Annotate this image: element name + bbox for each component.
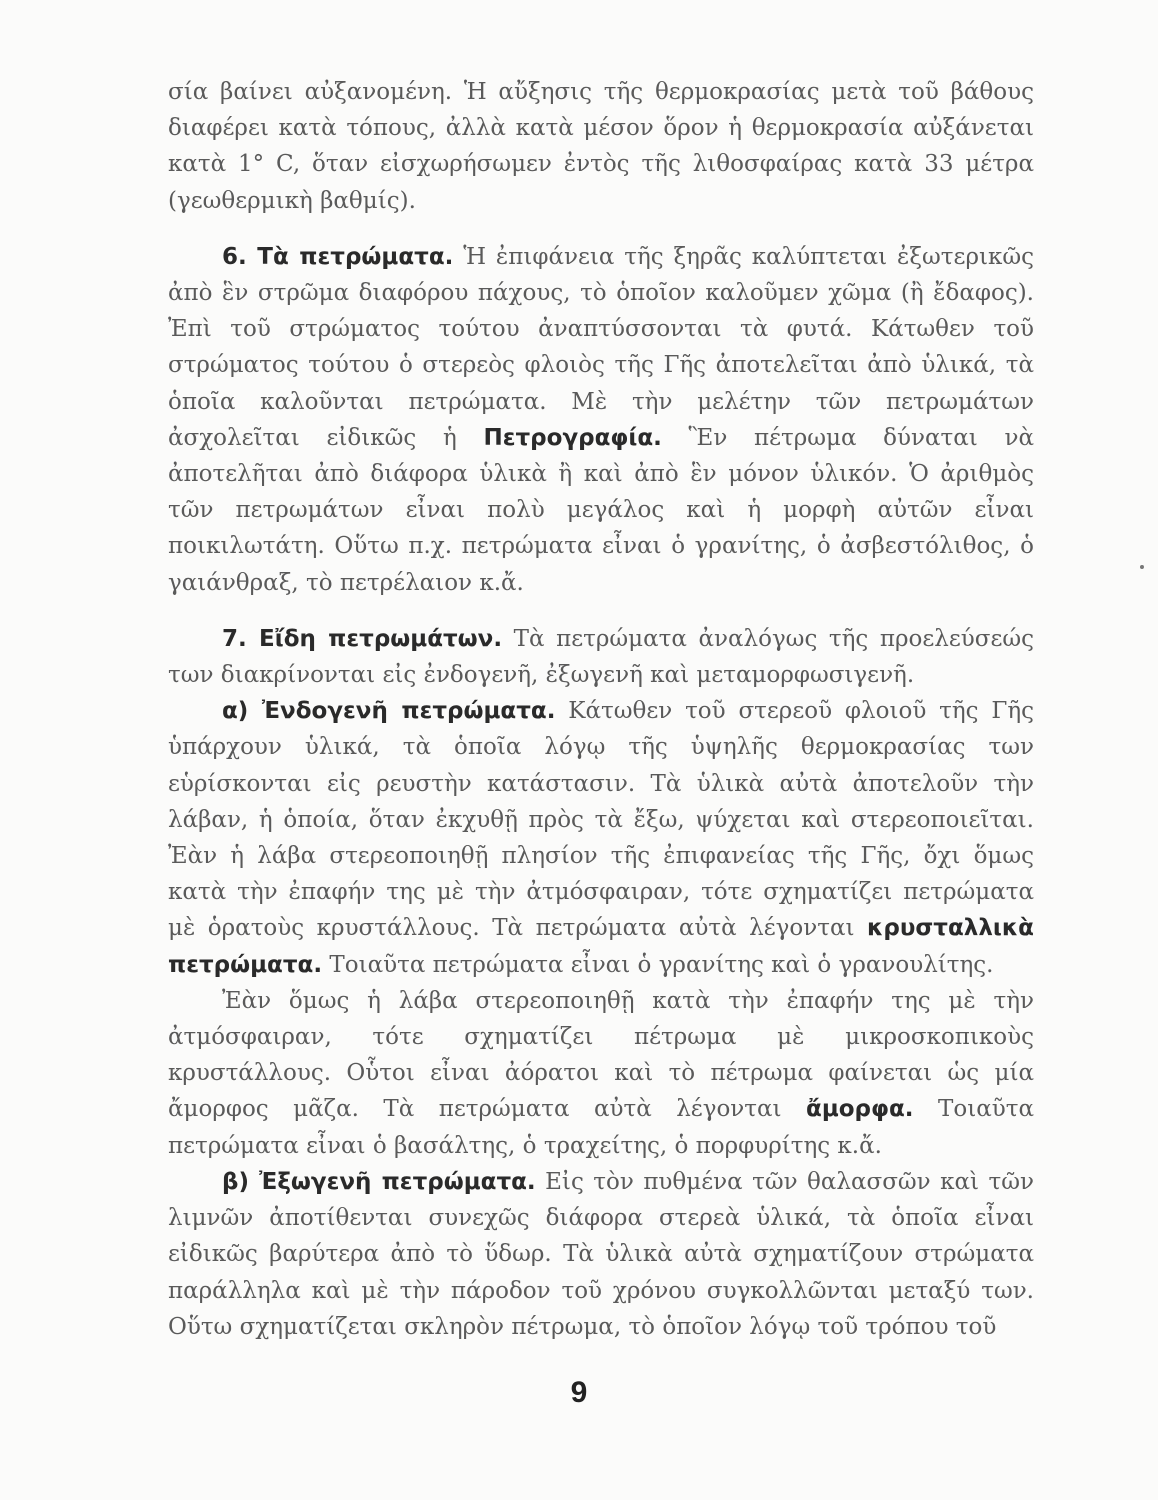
section-6-heading: 6. Τὰ πετρώματα. — [222, 243, 454, 270]
subsection-b: β) Ἐξωγενῆ πετρώματα. Εἰς τὸν πυθμένα τῶν θαλασσῶν καὶ τῶν λιμνῶν ἀποτίθενται συνεχῶς διάφορα στερεὰ ὑλικά, τὰ ὁποῖα εἶναι εἰδικῶς βαρύτερα ἀπὸ τὸ ὕδωρ. Τὰ ὑλικὰ αὐτὰ σχηματίζουν στρώματα παράλληλα καὶ μὲ τὴν πάροδον τοῦ χρόνου συγκολλῶνται μεταξύ των. Οὕτω σχηματίζεται σκληρὸν πέτρωμα, τὸ ὁποῖον λόγῳ τοῦ τρόπου τοῦ — [168, 1168, 1034, 1340]
term-crystalline: κρυσταλλικὰ πετρώματα. — [168, 915, 1034, 978]
section-6: 6. Τὰ πετρώματα. Ἡ ἐπιφάνεια τῆς ξηρᾶς καλύπτεται ἐξωτερικῶς ἀπὸ ἓν στρῶμα διαφόρου πάχους, τὸ ὁποῖον καλοῦμεν χῶμα (ἢ ἔδαφος). Ἐπὶ τοῦ στρώματος τούτου ἀναπτύσσονται τὰ φυτά. Κάτωθεν τοῦ στρώματος τούτου ὁ στερεὸς φλοιὸς τῆς Γῆς ἀποτελεῖται ἀπὸ ὑλικά, τὰ ὁποῖα καλοῦνται πετρώματα. Μὲ τὴν μελέτην τῶν πετρωμάτων ἀσχολεῖται εἰδικῶς ἡ Πετρογραφία. Ἓν πέτρωμα δύναται νὰ ἀποτελῆται ἀπὸ διάφορα ὑλικὰ ἢ καὶ ἀπὸ ἓν μόνον ὑλικόν. Ὁ ἀριθμὸς τῶν πετρωμάτων εἶναι πολὺ μεγάλος καὶ ἡ μορφὴ αὐτῶν εἶναι ποικιλωτάτη. Οὕτω π.χ. πετρώματα εἶναι ὁ γρανίτης, ὁ ἀσβεστόλιθος, ὁ γαιάνθραξ, τὸ πετρέλαιον κ.ἄ. — [168, 243, 1034, 596]
paragraph-amorphous: Ἐὰν ὅμως ἡ λάβα στερεοποιηθῇ κατὰ τὴν ἐπαφήν της μὲ τὴν ἀτμόσφαιραν, τότε σχηματίζει πέτρωμα μὲ μικροσκοπικοὺς κρυστάλλους. Οὗτοι εἶναι ἀόρατοι καὶ τὸ πέτρωμα φαίνεται ὡς μία ἄμορφος μᾶζα. Τὰ πετρώματα αὐτὰ λέγονται ἄμορφα. Τοιαῦτα πετρώματα εἶναι ὁ βασάλτης, ὁ τραχείτης, ὁ πορφυρίτης κ.ἄ. — [168, 987, 1034, 1159]
margin-speck — [1140, 565, 1144, 569]
subsection-a-heading: α) Ἐνδογενῆ πετρώματα. — [222, 698, 556, 725]
body-text — [168, 74, 1034, 1345]
subsection-b-heading: β) Ἐξωγενῆ πετρώματα. — [222, 1168, 536, 1195]
section-7-heading: 7. Εἴδη πετρωμάτων. — [222, 625, 503, 652]
page-number: 9 — [570, 1376, 588, 1409]
paragraph-geothermal: σία βαίνει αὐξανομένη. Ἡ αὔξησις τῆς θερμοκρασίας μετὰ τοῦ βάθους διαφέρει κατὰ τόπους, ἀλλὰ κατὰ μέσον ὅρον ἡ θερμοκρασία αὐξάνεται κατὰ 1° C, ὅταν εἰσχωρήσωμεν ἐντὸς τῆς λιθοσφαίρας κατὰ 33 μέτρα (γεωθερμικὴ βαθμίς). — [168, 79, 1034, 214]
section-7: 7. Εἴδη πετρωμάτων. Τὰ πετρώματα ἀναλόγως τῆς προελεύσεώς των διακρίνονται εἰς ἐνδογενῆ, ἐξωγενῆ καὶ μεταμορφωσιγενῆ. — [168, 625, 1034, 689]
term-amorphous: ἄμορφα. — [806, 1096, 914, 1123]
subsection-a: α) Ἐνδογενῆ πετρώματα. Κάτωθεν τοῦ στερεοῦ φλοιοῦ τῆς Γῆς ὑπάρχουν ὑλικά, τὰ ὁποῖα λόγῳ τῆς ὑψηλῆς θερμοκρασίας των εὑρίσκονται εἰς ρευστὴν κατάστασιν. Τὰ ὑλικὰ αὐτὰ ἀποτελοῦν τὴν λάβαν, ἡ ὁποία, ὅταν ἐκχυθῇ πρὸς τὰ ἔξω, ψύχεται καὶ στερεοποιεῖται. Ἐὰν ἡ λάβα στερεοποιηθῇ πλησίον τῆς ἐπιφανείας τῆς Γῆς, ὄχι ὅμως κατὰ τὴν ἐπαφήν της μὲ τὴν ἀτμόσφαιραν, τότε σχηματίζει πετρώματα μὲ ὁρατοὺς κρυστάλλους. Τὰ πετρώματα αὐτὰ λέγονται κρυσταλλικὰ πετρώματα. Τοιαῦτα πετρώματα εἶναι ὁ γρανίτης καὶ ὁ γρανουλίτης. — [168, 698, 1034, 978]
term-petrography: Πετρογραφία. — [483, 424, 662, 451]
